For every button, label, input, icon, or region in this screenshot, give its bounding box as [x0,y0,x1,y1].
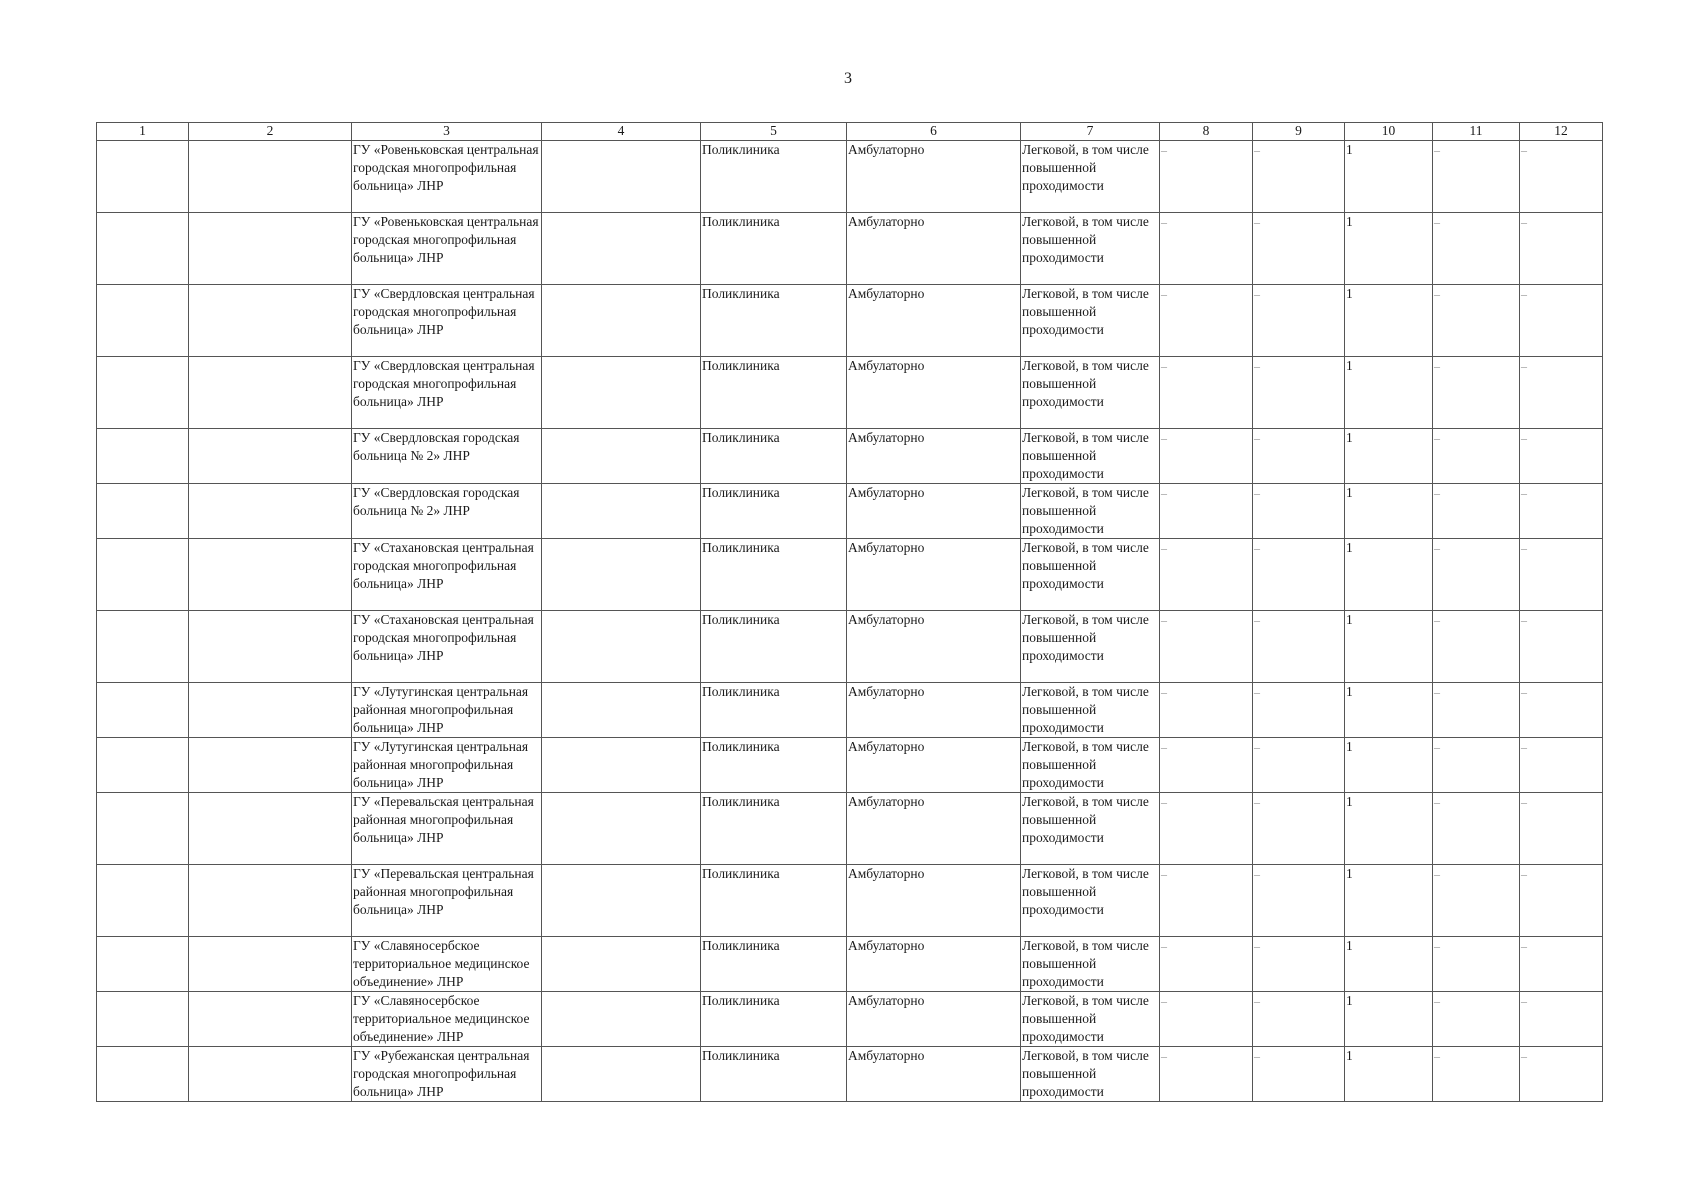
cell-col-12: – [1520,357,1603,429]
cell-col-4 [542,429,701,484]
cell-vehicle-type: Легковой, в том числе повышенной проходимости [1021,429,1160,484]
table-row [97,738,1603,793]
cell-col-12: – [1520,937,1603,992]
column-header-12: 12 [1520,123,1603,141]
cell-col-11: – [1433,141,1520,213]
cell-col-11: – [1433,992,1520,1047]
cell-col-2 [189,865,352,937]
cell-care-mode: Амбулаторно [847,793,1021,865]
cell-col-4 [542,213,701,285]
cell-col-10: 1 [1345,937,1433,992]
cell-col-1 [97,484,189,539]
cell-col-10: 1 [1345,285,1433,357]
cell-col-10: 1 [1345,429,1433,484]
cell-col-2 [189,611,352,683]
table-row [97,539,1603,611]
table-row [97,992,1603,1047]
cell-col-10: 1 [1345,1047,1433,1102]
cell-col-4 [542,611,701,683]
cell-col-1 [97,429,189,484]
cell-col-10: 1 [1345,793,1433,865]
cell-col-8: – [1160,285,1253,357]
table-body [97,141,1603,1102]
column-header-11: 11 [1433,123,1520,141]
cell-col-8: – [1160,937,1253,992]
cell-care-mode: Амбулаторно [847,429,1021,484]
cell-care-mode: Амбулаторно [847,937,1021,992]
cell-col-8: – [1160,484,1253,539]
table-row [97,213,1603,285]
cell-col-11: – [1433,738,1520,793]
cell-col-9: – [1253,285,1345,357]
cell-organization: ГУ «Свердловская центральная городская многопрофильная больница» ЛНР [352,357,542,429]
cell-care-mode: Амбулаторно [847,1047,1021,1102]
cell-col-4 [542,141,701,213]
cell-facility-type: Поликлиника [701,484,847,539]
cell-col-1 [97,141,189,213]
cell-organization: ГУ «Свердловская городская больница № 2» ЛНР [352,484,542,539]
cell-care-mode: Амбулаторно [847,683,1021,738]
cell-col-12: – [1520,484,1603,539]
cell-col-8: – [1160,1047,1253,1102]
table-row [97,285,1603,357]
cell-facility-type: Поликлиника [701,611,847,683]
cell-col-12: – [1520,213,1603,285]
cell-vehicle-type: Легковой, в том числе повышенной проходимости [1021,793,1160,865]
cell-facility-type: Поликлиника [701,793,847,865]
cell-col-9: – [1253,865,1345,937]
column-header-8: 8 [1160,123,1253,141]
cell-care-mode: Амбулаторно [847,611,1021,683]
cell-col-8: – [1160,683,1253,738]
cell-col-8: – [1160,429,1253,484]
cell-col-12: – [1520,141,1603,213]
cell-col-10: 1 [1345,611,1433,683]
table-row [97,937,1603,992]
cell-col-11: – [1433,865,1520,937]
table-row [97,357,1603,429]
cell-care-mode: Амбулаторно [847,992,1021,1047]
cell-col-10: 1 [1345,738,1433,793]
cell-facility-type: Поликлиника [701,738,847,793]
cell-organization: ГУ «Славяносербское территориальное медицинское объединение» ЛНР [352,937,542,992]
cell-col-8: – [1160,141,1253,213]
cell-facility-type: Поликлиника [701,357,847,429]
cell-col-9: – [1253,357,1345,429]
cell-care-mode: Амбулаторно [847,484,1021,539]
cell-col-2 [189,429,352,484]
cell-facility-type: Поликлиника [701,683,847,738]
cell-vehicle-type: Легковой, в том числе повышенной проходимости [1021,213,1160,285]
cell-facility-type: Поликлиника [701,539,847,611]
cell-care-mode: Амбулаторно [847,285,1021,357]
cell-col-2 [189,738,352,793]
cell-facility-type: Поликлиника [701,992,847,1047]
cell-col-11: – [1433,213,1520,285]
column-header-4: 4 [542,123,701,141]
cell-col-4 [542,738,701,793]
cell-col-4 [542,357,701,429]
cell-col-9: – [1253,539,1345,611]
cell-col-12: – [1520,539,1603,611]
cell-col-1 [97,539,189,611]
cell-vehicle-type: Легковой, в том числе повышенной проходимости [1021,738,1160,793]
table-row [97,611,1603,683]
cell-col-12: – [1520,992,1603,1047]
cell-col-2 [189,357,352,429]
cell-col-1 [97,357,189,429]
cell-organization: ГУ «Лутугинская центральная районная многопрофильная больница» ЛНР [352,738,542,793]
cell-col-12: – [1520,1047,1603,1102]
table-header-row [97,123,1603,141]
cell-facility-type: Поликлиника [701,429,847,484]
cell-col-10: 1 [1345,141,1433,213]
cell-col-10: 1 [1345,357,1433,429]
cell-col-2 [189,937,352,992]
column-header-7: 7 [1021,123,1160,141]
cell-vehicle-type: Легковой, в том числе повышенной проходимости [1021,539,1160,611]
cell-col-4 [542,865,701,937]
cell-col-2 [189,539,352,611]
cell-col-12: – [1520,865,1603,937]
cell-col-8: – [1160,357,1253,429]
cell-vehicle-type: Легковой, в том числе повышенной проходимости [1021,357,1160,429]
cell-col-12: – [1520,793,1603,865]
cell-vehicle-type: Легковой, в том числе повышенной проходимости [1021,992,1160,1047]
cell-organization: ГУ «Стахановская центральная городская многопрофильная больница» ЛНР [352,539,542,611]
cell-organization: ГУ «Стахановская центральная городская многопрофильная больница» ЛНР [352,611,542,683]
cell-col-1 [97,213,189,285]
cell-col-9: – [1253,429,1345,484]
cell-col-4 [542,683,701,738]
cell-col-10: 1 [1345,865,1433,937]
cell-vehicle-type: Легковой, в том числе повышенной проходимости [1021,1047,1160,1102]
cell-col-4 [542,539,701,611]
cell-col-2 [189,1047,352,1102]
cell-facility-type: Поликлиника [701,865,847,937]
cell-col-12: – [1520,611,1603,683]
cell-facility-type: Поликлиника [701,1047,847,1102]
table-row [97,793,1603,865]
cell-col-10: 1 [1345,484,1433,539]
cell-col-2 [189,285,352,357]
cell-facility-type: Поликлиника [701,285,847,357]
cell-facility-type: Поликлиника [701,937,847,992]
cell-col-11: – [1433,429,1520,484]
cell-facility-type: Поликлиника [701,141,847,213]
cell-vehicle-type: Легковой, в том числе повышенной проходимости [1021,683,1160,738]
cell-col-9: – [1253,738,1345,793]
column-header-9: 9 [1253,123,1345,141]
column-header-2: 2 [189,123,352,141]
cell-col-10: 1 [1345,213,1433,285]
cell-organization: ГУ «Перевальская центральная районная многопрофильная больница» ЛНР [352,865,542,937]
cell-col-2 [189,793,352,865]
cell-col-10: 1 [1345,683,1433,738]
cell-col-8: – [1160,992,1253,1047]
cell-col-2 [189,484,352,539]
cell-col-10: 1 [1345,539,1433,611]
cell-col-9: – [1253,992,1345,1047]
cell-col-9: – [1253,484,1345,539]
cell-col-11: – [1433,539,1520,611]
cell-vehicle-type: Легковой, в том числе повышенной проходимости [1021,141,1160,213]
cell-col-11: – [1433,683,1520,738]
cell-col-9: – [1253,683,1345,738]
cell-col-8: – [1160,865,1253,937]
cell-col-8: – [1160,793,1253,865]
cell-col-1 [97,683,189,738]
cell-col-1 [97,937,189,992]
cell-col-12: – [1520,285,1603,357]
cell-col-9: – [1253,937,1345,992]
cell-vehicle-type: Легковой, в том числе повышенной проходимости [1021,865,1160,937]
cell-col-12: – [1520,738,1603,793]
cell-col-11: – [1433,285,1520,357]
column-header-10: 10 [1345,123,1433,141]
cell-organization: ГУ «Свердловская городская больница № 2» ЛНР [352,429,542,484]
cell-organization: ГУ «Славяносербское территориальное медицинское объединение» ЛНР [352,992,542,1047]
cell-col-11: – [1433,611,1520,683]
cell-col-4 [542,484,701,539]
cell-col-10: 1 [1345,992,1433,1047]
cell-vehicle-type: Легковой, в том числе повышенной проходимости [1021,484,1160,539]
cell-col-2 [189,992,352,1047]
cell-care-mode: Амбулаторно [847,213,1021,285]
cell-organization: ГУ «Ровеньковская центральная городская многопрофильная больница» ЛНР [352,141,542,213]
cell-col-2 [189,213,352,285]
cell-col-1 [97,738,189,793]
cell-col-12: – [1520,429,1603,484]
table-row [97,141,1603,213]
cell-col-1 [97,1047,189,1102]
column-header-1: 1 [97,123,189,141]
table-row [97,683,1603,738]
column-header-6: 6 [847,123,1021,141]
cell-col-8: – [1160,213,1253,285]
cell-col-4 [542,793,701,865]
cell-organization: ГУ «Ровеньковская центральная городская многопрофильная больница» ЛНР [352,213,542,285]
page-number: 3 [844,70,852,87]
cell-col-11: – [1433,1047,1520,1102]
data-table [96,122,1603,1102]
cell-col-11: – [1433,357,1520,429]
cell-care-mode: Амбулаторно [847,539,1021,611]
cell-col-9: – [1253,141,1345,213]
cell-col-1 [97,865,189,937]
table-row [97,429,1603,484]
column-header-3: 3 [352,123,542,141]
cell-facility-type: Поликлиника [701,213,847,285]
cell-col-2 [189,683,352,738]
cell-col-9: – [1253,1047,1345,1102]
cell-col-8: – [1160,738,1253,793]
cell-col-8: – [1160,611,1253,683]
cell-col-1 [97,793,189,865]
cell-col-11: – [1433,484,1520,539]
cell-organization: ГУ «Рубежанская центральная городская многопрофильная больница» ЛНР [352,1047,542,1102]
cell-organization: ГУ «Свердловская центральная городская многопрофильная больница» ЛНР [352,285,542,357]
cell-vehicle-type: Легковой, в том числе повышенной проходимости [1021,937,1160,992]
cell-col-8: – [1160,539,1253,611]
table-row [97,865,1603,937]
cell-col-4 [542,1047,701,1102]
column-header-5: 5 [701,123,847,141]
cell-care-mode: Амбулаторно [847,357,1021,429]
cell-organization: ГУ «Лутугинская центральная районная многопрофильная больница» ЛНР [352,683,542,738]
cell-vehicle-type: Легковой, в том числе повышенной проходимости [1021,611,1160,683]
cell-col-2 [189,141,352,213]
cell-col-4 [542,992,701,1047]
table-row [97,484,1603,539]
cell-col-9: – [1253,213,1345,285]
cell-col-1 [97,992,189,1047]
cell-col-4 [542,937,701,992]
cell-col-4 [542,285,701,357]
cell-care-mode: Амбулаторно [847,865,1021,937]
cell-col-9: – [1253,611,1345,683]
cell-care-mode: Амбулаторно [847,738,1021,793]
cell-care-mode: Амбулаторно [847,141,1021,213]
cell-col-12: – [1520,683,1603,738]
cell-col-11: – [1433,937,1520,992]
cell-vehicle-type: Легковой, в том числе повышенной проходимости [1021,285,1160,357]
cell-col-1 [97,611,189,683]
table-row [97,1047,1603,1102]
cell-col-1 [97,285,189,357]
cell-organization: ГУ «Перевальская центральная районная многопрофильная больница» ЛНР [352,793,542,865]
cell-col-11: – [1433,793,1520,865]
cell-col-9: – [1253,793,1345,865]
